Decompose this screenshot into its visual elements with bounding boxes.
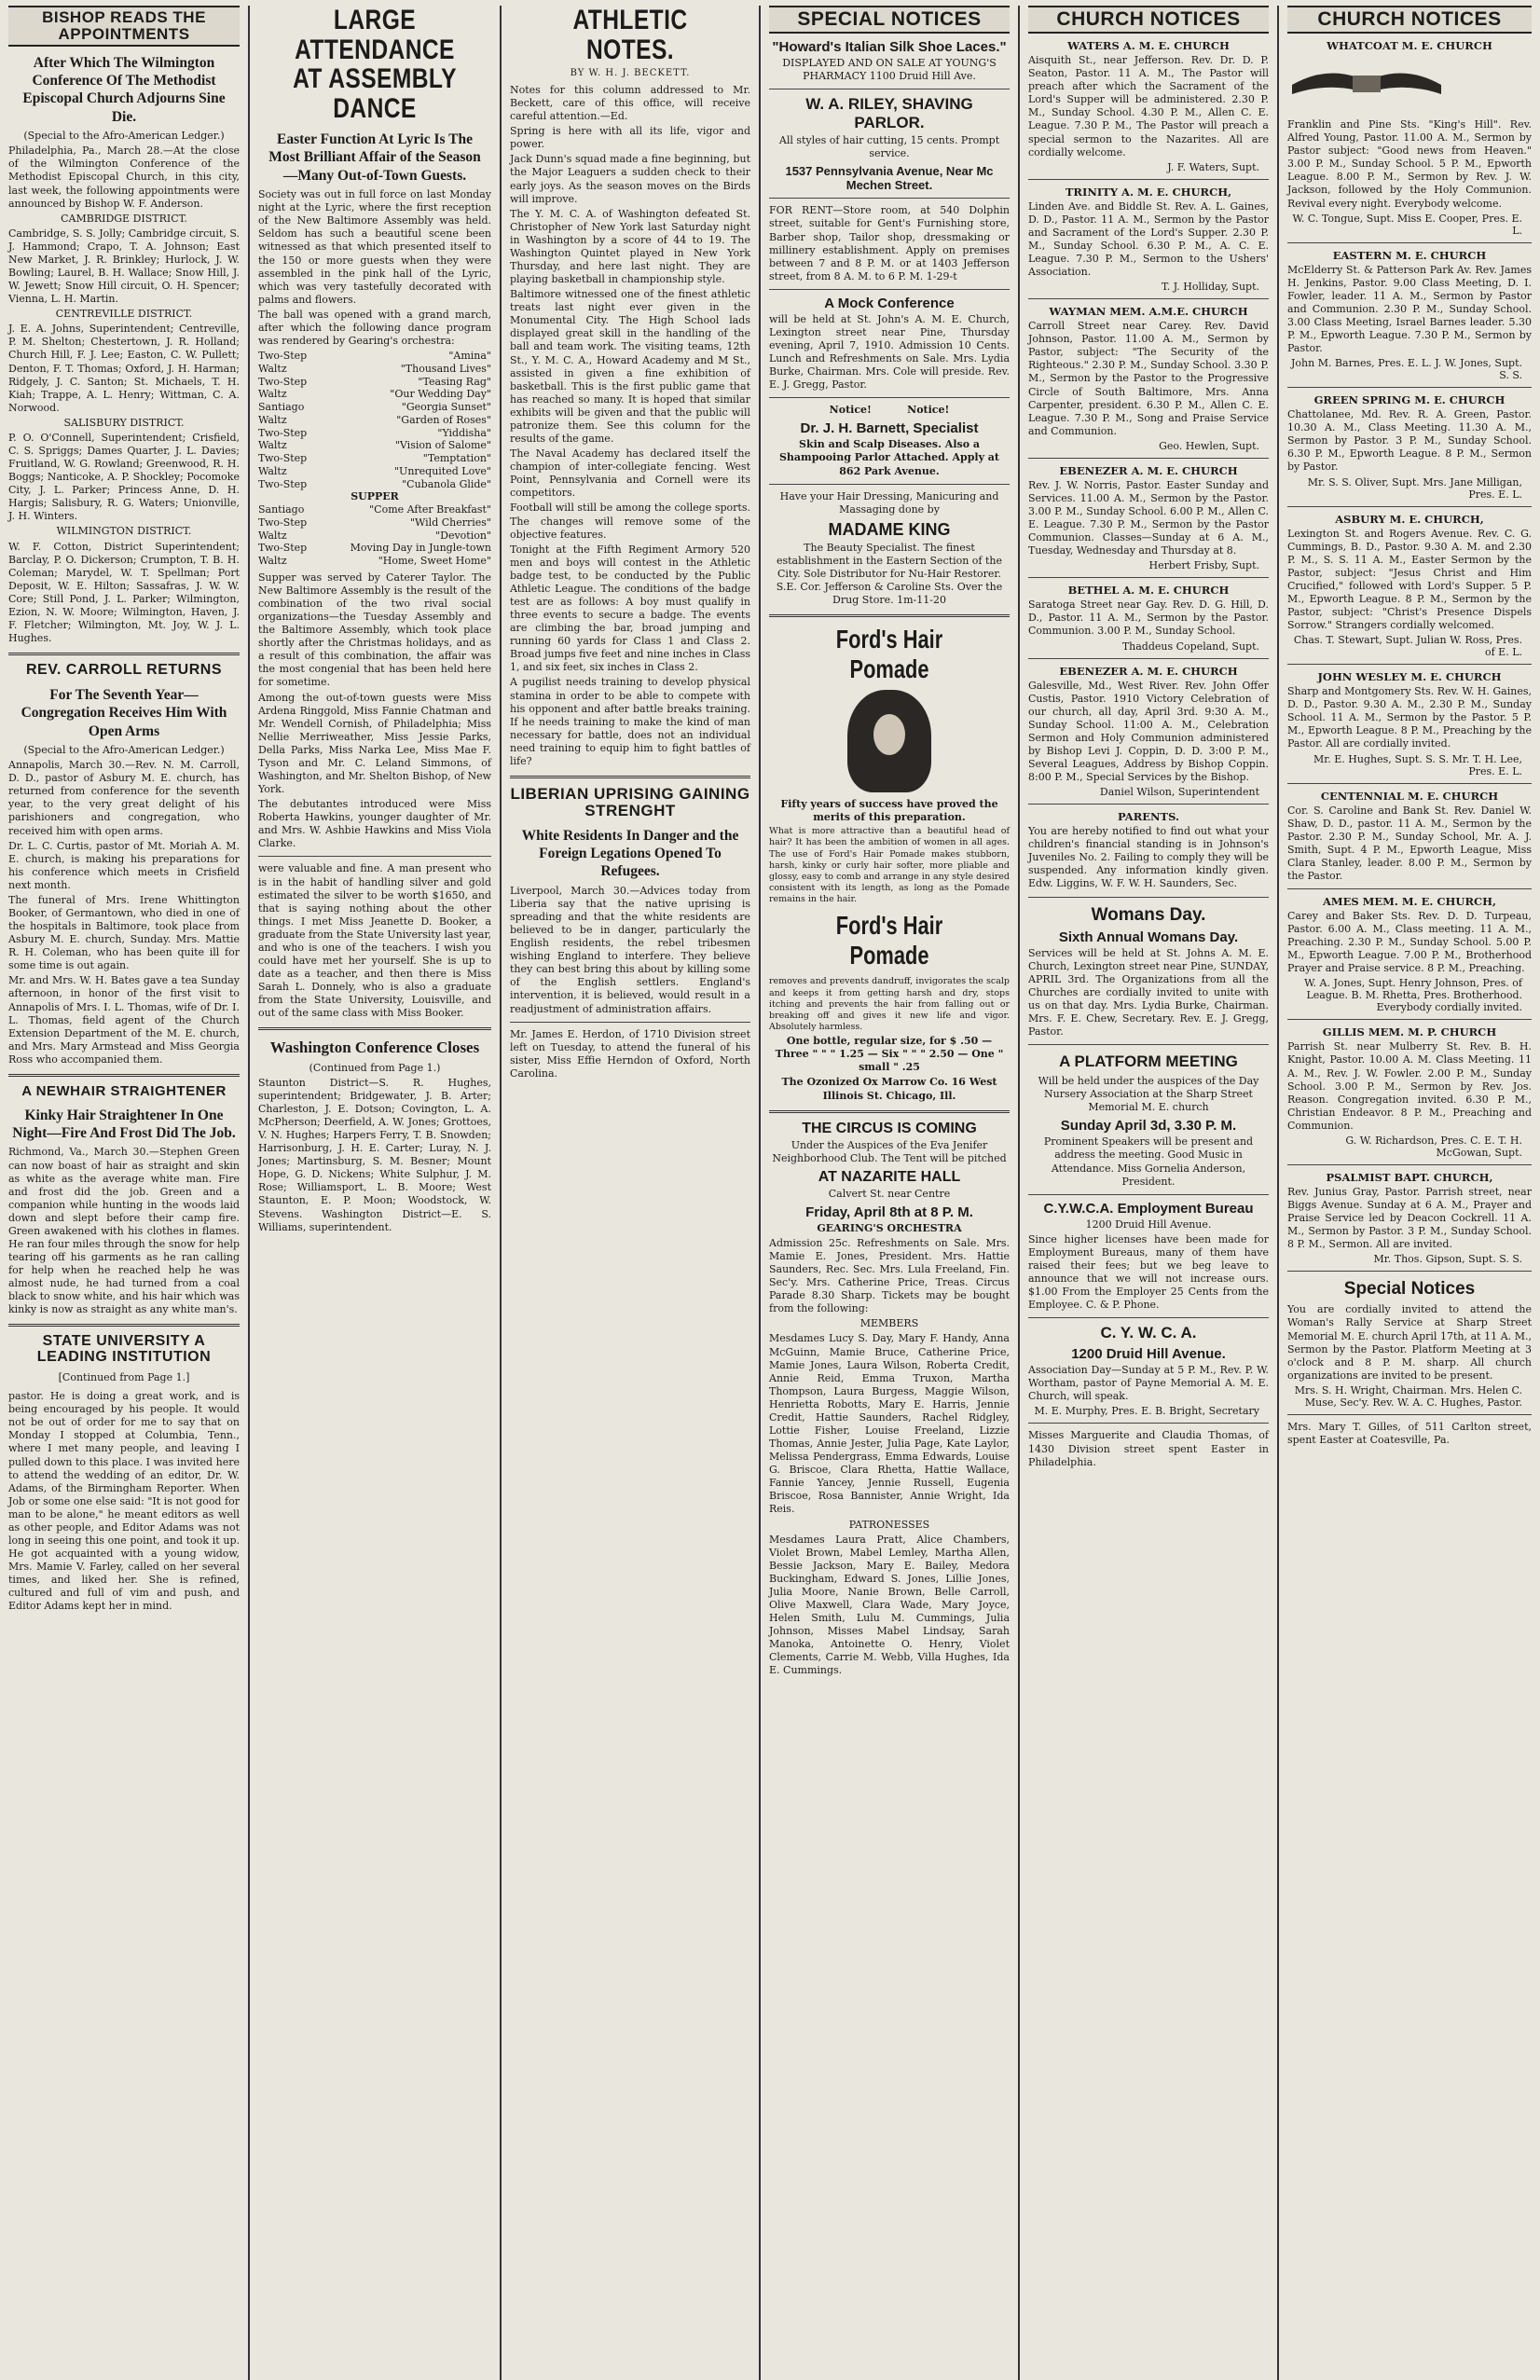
divider bbox=[258, 1027, 491, 1030]
district-heading: CENTREVILLE DISTRICT. bbox=[55, 308, 193, 321]
patronesses-list: Mesdames Laura Pratt, Alice Chambers, Violet Brown, Mabel Lemley, Martha Allen, Bessie Jackson, Mary E. Bailey, Medora Buckingham, Edward S. Jones, Lillie Jones, Julia Moore, Nanie Brown, Belle Carroll, Olive Maxwell, Clara Wade, Mary Joyce, Helen Smith, Lulu M. Cummings, Julia Johnson, Misses Mabel Lindsay, Sarah Manoka, Antoinette O. Henry, Violet Clements, Carrie M. Webb, Villa Hughes, Ida E. Cummings. bbox=[769, 1533, 1010, 1677]
divider bbox=[769, 289, 1010, 290]
dance-type: Two-Step bbox=[258, 350, 308, 363]
district-heading: SALISBURY DISTRICT. bbox=[63, 416, 185, 429]
divider bbox=[1028, 1423, 1269, 1424]
ad-mock-conference-title: A Mock Conference bbox=[824, 295, 955, 311]
paragraph: Misses Marguerite and Claudia Thomas, of 1430 Division street spent Easter in Philadelphia. bbox=[1028, 1429, 1269, 1468]
headline-liberian: LIBERIAN UPRISING GAINING STRENGHT bbox=[510, 784, 750, 819]
church-text: Galesville, Md., West River. Rev. John Offer Custis, Pastor. 1910 Victory Celebration of our church, all day, April 3rd. 9:30 A. M., Sunday School. 11:00 A. M., Celebration Sermon and Holy Communion administered by Bishop Levi J. Coppin, D. D. 3:00 P. M., Several Leagues, Address by Bishop Coppin. 8:00 P. M., Special Services by the Bishop. bbox=[1028, 679, 1269, 784]
church-name: EASTERN M. E. CHURCH bbox=[1332, 248, 1487, 262]
divider bbox=[1287, 1414, 1532, 1415]
dance-type: Two-Step bbox=[258, 542, 308, 555]
headline-athletic: ATHLETIC NOTES. bbox=[572, 6, 688, 65]
subhead-conference: Washington Conference Closes bbox=[269, 1039, 480, 1057]
ad-ford-caption: Fifty years of success have proved the merits of this preparation. bbox=[780, 798, 998, 824]
church-signature: T. J. Holliday, Supt. bbox=[1162, 281, 1259, 294]
divider bbox=[8, 653, 240, 655]
dance-program bbox=[258, 350, 491, 568]
paragraph: Baltimore witnessed one of the finest athletic treats last night ever given in the Monumental City. The High School lads displayed great skill in the handling of the ball and team work. The visiting teams, 12th St., Y. M. C. A., Howard Academy and M St., assisted in given a fine exhibition of basketball. This is the first public game that has reached so many. It is hoped that similar exhibits will be given and that the public will patronize them. See this column for the results of the game. bbox=[510, 288, 750, 446]
church-text: Franklin and Pine Sts. "King's Hill". Rev. Alfred Young, Pastor. 11.00 A. M., Sermon by Pastor subject: "Good news from Heaven." 3.00 P. M., Sunday School. 5 P. M., Epworth League. 8.00 P. M., Sermon by Rev. J. W. Jackson, followed by the Holy Communion. Revival every night. Everybody welcome. bbox=[1287, 118, 1532, 210]
dance-tune: "Wild Cherries" bbox=[409, 516, 491, 529]
paragraph: Football will still be among the college sports. The changes will remove some of the objective features. bbox=[510, 502, 750, 541]
paragraph: Mr. and Mrs. W. H. Bates gave a tea Sunday afternoon, in honor of the first visit to Annapolis of Mrs. I. L. Thomas, wife of Dr. I. L. Thomas, field agent of the Church Extension Department of the M. E. church, and Mrs. Mary Armstead and Miss Georgia Ross who accompanied them. bbox=[8, 974, 240, 1066]
church-signature: Mr. Thos. Gipson, Supt. S. S. bbox=[1373, 1253, 1522, 1266]
womans-day-subheading: Sixth Annual Womans Day. bbox=[1058, 929, 1239, 945]
dance-type: Santiago bbox=[258, 401, 305, 414]
ad-shoe-laces-text: DISPLAYED AND ON SALE AT YOUNG'S PHARMACY 1100 Druid Hill Ave. bbox=[782, 57, 997, 83]
church-signature: Geo. Hewlen, Supt. bbox=[1159, 439, 1259, 452]
paragraph: The Naval Academy has declared itself the champion of inter-collegiate fencing. West Point, Pennsylvania and Cornell were its competitors. bbox=[510, 447, 750, 500]
church-signature: Mr. S. S. Oliver, Supt. Mrs. Jane Milligan, Pres. E. L. bbox=[1307, 475, 1522, 501]
divider bbox=[1028, 179, 1269, 180]
church-signature: Daniel Wilson, Superintendent bbox=[1099, 786, 1259, 799]
church-name: EBENEZER A. M. E. CHURCH bbox=[1059, 664, 1238, 678]
divider bbox=[1287, 242, 1532, 243]
circus-place: AT NAZARITE HALL bbox=[818, 1168, 961, 1185]
church-name: WATERS A. M. E. CHURCH bbox=[1067, 39, 1230, 53]
paragraph: Among the out-of-town guests were Miss Ardena Ringgold, Miss Fannie Chatman and Mr. Wendell Cornish, of Philadelphia; Miss Nellie Merriweather, Miss Jessie Parks, Della Parks, Miss Narka Lee, Miss Mae F. Tyson and Mr. C. Leland Simmons, of Washington, and Mr. Shelton Bishop, of New York. bbox=[258, 691, 491, 796]
divider bbox=[769, 397, 1010, 398]
divider bbox=[1028, 1044, 1269, 1045]
dance-type: Two-Step bbox=[258, 477, 308, 490]
paragraph: Tonight at the Fifth Regiment Armory 520 men and boys will contest in the Athletic badge test, to be conducted by the Public Athletic League. The conditions of the badge test are as follows: A boy must qualify in three events to secure a badge. The events are climbing the bar, broad jumping and running 60 yards for Class 1 and Class 2. Broad jumps five feet and nine inches in Class 1, and six feet, six inches in Class 2. bbox=[510, 543, 750, 674]
patronesses-heading: PATRONESSES bbox=[848, 1518, 930, 1531]
dance-row bbox=[258, 414, 491, 427]
column-2 bbox=[250, 6, 502, 2380]
paragraph: The Y. M. C. A. of Washington defeated St. Christopher of New York last Saturday night in Washington by a score of 44 to 19. The Washington Quintet played in New York Thursday, and here last night. They are playing basketball in championship style. bbox=[510, 207, 750, 286]
circus-text: Under the Auspices of the Eva Jenifer Neighborhood Club. The Tent will be pitched bbox=[772, 1138, 1007, 1164]
ad-mock-conference-text: will be held at St. John's A. M. E. Church, Lexington street near Pine, Thursday evening, April 7, 1910. Admission 10 Cents. Lunch and Refreshments on Sale. Mrs. Lydia Burke, Chairman. Mrs. Cole will preside. Rev. E. J. Gregg, Pastor. bbox=[769, 312, 1010, 392]
ad-notice: Notice! Notice! bbox=[829, 404, 950, 417]
dance-tune: "Thousand Lives" bbox=[400, 362, 491, 375]
paragraph: Mr. James E. Herdon, of 1710 Division street left on Tuesday, to attend the funeral of his sister, Miss Effie Herndon of Oxford, North Carolina. bbox=[510, 1027, 750, 1080]
paragraph: J. E. A. Johns, Superintendent; Centreville, P. M. Shelton; Chestertown, J. R. Holland; Church Hill, F. J. Lee; Easton, C. W. Pullett; Denton, F. T. Thomas; Oxford, J. H. Harman; Ridgely, J. C. Santon; St. Michaels, T. H. Kiah; Trappe, A. L. Henry; Wittman, C. A. Norwood. bbox=[8, 323, 240, 414]
ad-riley-title: W. A. RILEY, SHAVING PARLOR. bbox=[805, 95, 973, 132]
church-name: BETHEL A. M. E. CHURCH bbox=[1067, 584, 1230, 598]
ad-ford-title-2: Ford's Hair Pomade bbox=[835, 911, 943, 970]
dance-type: Santiago bbox=[258, 503, 305, 516]
ad-king-text: The Beauty Specialist. The finest establishment in the Eastern Section of the City. Sole Distributor for Nu-Hair Restorer. S.E. Cor. Jefferson & Caroline Sts. Over the Drug Store. 1m-11-20 bbox=[776, 541, 1003, 607]
paragraph: Supper was served by Caterer Taylor. The New Baltimore Assembly is the result of the combination of the two rival social organizations—the Tuesday Assembly and the Baltimore Assembly, which took place shortly after the Christmas holidays, and as a result of this combination, the affair was the most congenial that has been held here for sometime. bbox=[258, 571, 491, 689]
church-signature: G. W. Richardson, Pres. C. E. T. H. McGowan, Supt. bbox=[1345, 1134, 1522, 1159]
ywca2-heading: C. Y. W. C. A. bbox=[1100, 1324, 1197, 1342]
divider bbox=[1028, 1194, 1269, 1195]
paragraph: Dr. L. C. Curtis, pastor of Mt. Moriah A. M. E. church, is making his preparations for his conference which meets in Crisfield next month. bbox=[8, 839, 240, 891]
dance-tune: "Cubanola Glide" bbox=[402, 477, 491, 490]
paragraph: The debutantes introduced were Miss Roberta Hawkins, younger daughter of Mr. and Mrs. W. Ashbie Hawkins and Miss Viola Clarke. bbox=[258, 798, 491, 850]
ad-king-title: MADAME KING bbox=[828, 519, 951, 539]
paragraph: The ball was opened with a grand march, after which the following dance program was rendered by Gearing's orchestra: bbox=[258, 308, 491, 347]
church-signature: Thaddeus Copeland, Supt. bbox=[1121, 640, 1259, 653]
dance-tune: Moving Day in Jungle-town bbox=[350, 542, 491, 555]
ad-barnett-text: Skin and Scalp Diseases. Also a Shampooing Parlor Attached. Apply at 862 Park Avenue. bbox=[778, 438, 999, 477]
members-list: Mesdames Lucy S. Day, Mary F. Handy, Anna McGuinn, Mamie Bruce, Catherine Price, Mamie Jones, Laura Wilson, Roberta Credit, Annie Reid, Emma Truxon, Martha Thompson, Laura Burgess, Maggie Wilson, Henrietta Robotts, Mary E. Harris, Jennie Credit, Hattie Saunders, Rachel Ridgley, Lottie Fisher, Louise Freeland, Lizzie Thomas, Annie Jester, Julia Page, Kate Laylor, Melissa Pendergrass, Emma Edwards, Louise G. Briscoe, Clara Rhetta, Hattie Wallace, Fannie Yancey, Jennie Russell, Eugenia Briscoe, Rosa Bannister, Annie Wright, Ida Reis. bbox=[769, 1332, 1010, 1516]
paragraph: P. O. O'Connell, Superintendent; Crisfield, C. S. Spriggs; Dames Quarter, J. L. Davies; Fruitland, W. G. Rowland; Greenwood, R. H. Boggs; Nanticoke, A. P. Shockley; Pocomoke City, J. L. Parker; Princess Anne, D. H. Hargis; Salisbury, R. G. Waters; Unionville, J. H. Winters. bbox=[8, 431, 240, 523]
circus-date: Friday, April 8th at 8 P. M. bbox=[805, 1204, 973, 1220]
special-note: (Special to the Afro-American Ledger.) bbox=[23, 744, 225, 757]
divider bbox=[769, 614, 1010, 617]
dance-type: SUPPER bbox=[351, 490, 399, 503]
church-name: EBENEZER A. M. E. CHURCH bbox=[1059, 463, 1238, 477]
dance-tune: "Amina" bbox=[448, 350, 491, 363]
divider bbox=[769, 198, 1010, 199]
dance-type: Waltz bbox=[258, 464, 287, 477]
special-notices-heading: Special Notices bbox=[1343, 1279, 1476, 1300]
church-name: AMES MEM. M. E. CHURCH, bbox=[1322, 895, 1497, 909]
circus-address: Calvert St. near Centre bbox=[828, 1187, 951, 1200]
church-signature: W. A. Jones, Supt. Henry Johnson, Pres. of League. B. M. Rhetta, Pres. Brotherhood. Everybody cordially invited. bbox=[1304, 977, 1522, 1014]
church-text: Saratoga Street near Gay. Rev. D. G. Hill, D. D., Pastor. 11 A. M., Sermon by the Pastor. Communion. 3.00 P. M., Sunday School. bbox=[1028, 598, 1269, 638]
dance-type: Waltz bbox=[258, 439, 287, 452]
ywca2-text: Association Day—Sunday at 5 P. M., Rev. P. W. Wortham, pastor of Payne Memorial A. M. E. Church, will speak. bbox=[1028, 1364, 1269, 1403]
continued-note: (Continued from Page 1.) bbox=[309, 1061, 441, 1074]
ad-riley-address: 1537 Pennsylvania Avenue, Near Mc Mechen Street. bbox=[785, 164, 994, 193]
platform-meeting-heading: A PLATFORM MEETING bbox=[1059, 1052, 1238, 1071]
continued-note: [Continued from Page 1.] bbox=[58, 1371, 190, 1384]
dance-row bbox=[258, 503, 491, 516]
church-name: ASBURY M. E. CHURCH, bbox=[1335, 512, 1484, 526]
church-text: McElderry St. & Patterson Park Av. Rev. James H. Jenkins, Pastor. 9.00 Class Meeting, D. I. Fowler, leader. 11 A. M., Sermon by Pastor and Communion. 2.30 P. M., Sunday School. 3.00 Class Meeting, Israel Barnes leader. 5.30 P. M., Epworth League. 7.30 P. M., Sermon by Pastor. bbox=[1287, 263, 1532, 355]
dance-tune: "Vision of Salome" bbox=[394, 439, 491, 452]
church-text: Cor. S. Caroline and Bank St. Rev. Daniel W. Shaw, D. D., pastor. 11 A. M., Sermon by the Pastor. 2.30 P. M., Sunday School, Mr. A. J. Smith, Supt. 4 P. M., Epworth League, Miss Clara Stanley, leader. 8.00 P. M., Sermon by the Pastor. bbox=[1287, 804, 1532, 882]
ad-ford-prices: One bottle, regular size, for $ .50 — Three " " " 1.25 — Six " " " 2.50 — One " small " .25 bbox=[775, 1035, 1004, 1074]
handshake-icon bbox=[1287, 57, 1446, 107]
headline-church-notices-2: CHURCH NOTICES bbox=[1287, 6, 1532, 34]
church-signature: J. F. Waters, Supt. bbox=[1167, 160, 1259, 173]
church-name: WAYMAN MEM. A.M.E. CHURCH bbox=[1049, 305, 1248, 319]
church-text: Carroll Street near Carey. Rev. David Johnson, Pastor. 11.00 A. M., Sermon by Pastor, subject: "The Security of the Righteous." 2.30 P. M., Sunday School. 3.30 P. M., Sermon by the Pastor to the Progressive Circle of South Baltimore, Mrs. Anna Carpenter, president. 6.30 P. M., Allen C. E. League. 7.30 P. M., Song and Praise Service and Communion. bbox=[1028, 320, 1269, 437]
dance-row bbox=[258, 427, 491, 440]
dance-type: Waltz bbox=[258, 529, 287, 542]
divider bbox=[1028, 897, 1269, 898]
special-notices-text: You are cordially invited to attend the Woman's Rally Service at Sharp Street Memorial M. E. church April 17th, at 11 A. M., Sermon by the Pastor. Platform Meeting at 3 o'clock and 8 P. M. sharp. All church organizations are invited to be present. bbox=[1287, 1303, 1532, 1382]
headline-straightener: A NEWHAIR STRAIGHTENER bbox=[21, 1082, 227, 1099]
dance-tune: "Devotion" bbox=[435, 529, 491, 542]
divider bbox=[1028, 298, 1269, 299]
dance-type: Waltz bbox=[258, 362, 287, 375]
church-signature: John M. Barnes, Pres. E. L. J. W. Jones, Supt. S. S. bbox=[1291, 357, 1522, 382]
paragraph: Liverpool, March 30.—Advices today from Liberia say that the native uprising is spreading and that the white residents are believed to be in danger, particularly the English residents, the rebel tribesmen wishing England to interfere. They believe they can best bring this about by killing some of the English settlers. England's intervention, it is believed, would result in a readjustment of administration affairs. bbox=[510, 884, 750, 1015]
ywca-address: 1200 Druid Hill Avenue. bbox=[1085, 1218, 1212, 1231]
church-text: Lexington St. and Rogers Avenue. Rev. C. G. Cummings, B. D., Pastor. 9.30 A. M. and 2.30 P. M., S. S. 11 A. M., Easter Sermon by the Pastor, subject: "Jesus Christ and Him Crucified," followed with Lord's Supper. 5 P. M., Epworth League. 8 P. M., Sermon by the Pastor, subject: "Christ's Presence Dispels Sorrow." Strangers cordially welcomed. bbox=[1287, 527, 1532, 632]
divider bbox=[510, 776, 750, 778]
dance-row bbox=[258, 376, 491, 389]
paragraph: Cambridge, S. S. Jolly; Cambridge circuit, S. J. Hammond; Crapo, T. A. Johnson; East New Market, J. R. Brinkley; Hurlock, J. W. Bowling; Laurel, B. H. Wallace; Snow Hill, J. W. Jewett; Snow Hill circuit, O. H. Spencer; Vienna, L. H. Martin. bbox=[8, 227, 240, 306]
church-text: Linden Ave. and Biddle St. Rev. A. L. Gaines, D. D., Pastor. 11 A. M., Sermon by the Pastor and Sacrament of the Lord's Supper. 2.30 P. M., Sunday School. 6.30 P. M., A. C. E. League. 7.30 P. M., Sermon to the Ushers' Association. bbox=[1028, 199, 1269, 279]
subhead-bishop: After Which The Wilmington Conference Of The Methodist Episcopal Church Adjourns Sine Die. bbox=[22, 54, 226, 125]
platform-meeting-date: Sunday April 3d, 3.30 P. M. bbox=[1060, 1118, 1237, 1135]
divider bbox=[258, 856, 491, 857]
special-note: (Special to the Afro-American Ledger.) bbox=[23, 130, 225, 143]
dance-type: Waltz bbox=[258, 413, 287, 426]
divider bbox=[1028, 804, 1269, 805]
subhead-straightener: Kinky Hair Straightener In One Night—Fire And Frost Did The Job. bbox=[12, 1107, 236, 1142]
byline: BY W. H. J. BECKETT. bbox=[570, 68, 691, 78]
church-text: Aisquith St., near Jefferson. Rev. Dr. D. P. Seaton, Pastor. 11 A. M., The Pastor will preach after which the Sacrament of the Lord's Supper will be administered. 2.30 P. M., Sunday School. 4.30 P. M., Allen C. E. League. 7.30 P. M., The Pastor will preach a special sermon to the Nazarites. All are cordially welcome. bbox=[1028, 54, 1269, 158]
paragraph: Annapolis, March 30.—Rev. N. M. Carroll, D. D., pastor of Asbury M. E. church, has returned from conference for the seventh year, to the very great delight of his parishioners and congregation, who received him with open arms. bbox=[8, 759, 240, 837]
dance-tune: "Unrequited Love" bbox=[393, 464, 491, 477]
ad-ozonized: The Ozonized Ox Marrow Co. 16 West Illinois St. Chicago, Ill. bbox=[781, 1076, 997, 1102]
womans-day-text: Services will be held at St. Johns A. M. E. Church, Lexington street near Pine, SUNDAY, APRIL 3rd. The Organizations from all the Churches are cordially invited to unite with us on that day. Mrs. Lydia Burke, Chairman. Mrs. F. E. Chew, Secretary. Rev. E. J. Gregg, Pastor. bbox=[1028, 946, 1269, 1039]
paragraph: Notes for this column addressed to Mr. Beckett, care of this office, will receive careful attention.—Ed. bbox=[510, 84, 750, 123]
special-notices-signature: Mrs. S. H. Wright, Chairman. Mrs. Helen C. Muse, Sec'y. Rev. W. A. C. Hughes, Pastor. bbox=[1294, 1383, 1522, 1409]
church-signature: W. C. Tongue, Supt. Miss E. Cooper, Pres. E. L. bbox=[1292, 212, 1522, 237]
paragraph: Staunton District—S. R. Hughes, superintendent; Bridgewater, J. B. Arter; Charleston, J. E. Dotson; Covington, L. A. McPherson; Deerfield, A. W. Jones; Grottoes, V. N. Hughes; Harpers Ferry, T. B. Snowden; Harrisonburg, J. H. E. Carter; Luray, N. J. Jones; Martinsburg, S. M. Besner; Mount Hope, G. D. Nickens; White Sulphur, J. M. Rose; Williamsport, L. B. Moore; West Staunton, E. P. Moon; Woodstock, W. Stevens. Washington District—E. S. Williams, superintendent. bbox=[258, 1076, 491, 1233]
dance-tune: "Come After Breakfast" bbox=[369, 503, 491, 516]
subhead-assembly: Easter Function At Lyric Is The Most Brilliant Affair of the Season—Many Out-of-Town Guests. bbox=[268, 131, 481, 184]
ad-barnett-title: Dr. J. H. Barnett, Specialist bbox=[800, 420, 979, 437]
district-heading: CAMBRIDGE DISTRICT. bbox=[61, 212, 187, 225]
divider bbox=[1287, 387, 1532, 388]
church-name: TRINITY A. M. E. CHURCH, bbox=[1065, 185, 1232, 199]
dance-row bbox=[258, 401, 491, 414]
divider bbox=[769, 484, 1010, 485]
divider bbox=[8, 1324, 240, 1327]
dance-tune: "Yiddisha" bbox=[437, 426, 491, 439]
church-name: JOHN WESLEY M. E. CHURCH bbox=[1317, 670, 1502, 684]
church-name: WHATCOAT M. E. CHURCH bbox=[1327, 39, 1492, 53]
portrait-image bbox=[847, 690, 931, 792]
dance-row bbox=[258, 465, 491, 478]
headline-special-notices: SPECIAL NOTICES bbox=[769, 6, 1010, 34]
members-heading: MEMBERS bbox=[859, 1317, 919, 1330]
ad-ford-text-2: removes and prevents dandruff, invigorates the scalp and keeps it from getting harsh and dry, stops itching and prevents the hair from falling out or breaking off and gives it new life and vigor. Absolutely harmless. bbox=[769, 976, 1010, 1033]
paragraph: W. F. Cotton, District Superintendent; Barclay, P. O. Dickerson; Crumpton, T. B. H. Coleman; Marydel, W. T. Spellman; Port Deposit, W. E. Hilton; Sassafras, J. W. W. Core; Still Pond, J. L. Parker; Wilmington, Ezion, N. W. Moore; Wilmington, Haven, J. F. Fletcher; Wilmington, Mt. Joy, W. J. L. Hughes. bbox=[8, 540, 240, 645]
platform-meeting-text-2: Prominent Speakers will be present and address the meeting. Good Music in Attendance. Miss Gornelia Anderson, President. bbox=[1043, 1135, 1254, 1188]
church-signature: Mr. E. Hughes, Supt. S. S. Mr. T. H. Lee, Pres. E. L. bbox=[1313, 752, 1522, 777]
paragraph: Richmond, Va., March 30.—Stephen Green can now boast of hair as straight and skin as white as the average white man. Fire and frost did the job. Green and a companion while hunting in the woods laid down and slept before their camp fire. Green awakened with his clothes in flames. He ran four miles through the snow for help tearing off his garments as he ran calling for help when he reached help he was almost nude, he had turned from a coal black to snow white, and his hair which was kinky is now as straight as any white man's. bbox=[8, 1146, 240, 1316]
womans-day-heading: Womans Day. bbox=[1091, 904, 1206, 925]
dance-type: Two-Step bbox=[258, 516, 308, 529]
paragraph: Mrs. Mary T. Gilles, of 511 Carlton street, spent Easter at Coatesville, Pa. bbox=[1287, 1420, 1532, 1446]
parents-text: You are hereby notified to find out what your children's financial standing is in Johnson's Juveniles No. 2. Failing to comply they will be suspended. Any information kindly given. Edw. Liggins, W. F. W. H. Saunders, Sec. bbox=[1028, 825, 1269, 890]
column-1 bbox=[0, 6, 250, 2380]
dance-row bbox=[258, 490, 491, 503]
ad-ford-title: Ford's Hair Pomade bbox=[835, 625, 943, 684]
ad-for-rent: FOR RENT—Store room, at 540 Dolphin street, suitable for Gent's Furnishing store, Barber shop, Tailor shop, dressmaking or millinery establishment. Apply on premises between 7 and 8 P. M. or at 1403 Jefferson street, from 8 A. M. to 6 P. M. 1-29-t bbox=[769, 204, 1010, 282]
dance-tune: "Teasing Rag" bbox=[418, 375, 491, 388]
dance-tune: "Home, Sweet Home" bbox=[378, 555, 491, 568]
ad-shoe-laces-title: "Howard's Italian Silk Shoe Laces." bbox=[772, 39, 1007, 56]
dance-row bbox=[258, 452, 491, 465]
dance-row bbox=[258, 439, 491, 452]
dance-type: Waltz bbox=[258, 555, 287, 568]
church-text: Rev. Junius Gray, Pastor. Parrish street, near Biggs Avenue. Sunday at 6 A. M., Prayer and Praise Service led by Deacon Cockrell. 11 A. M., Sermon by Pastor. 3 P. M., Sunday School. 8 P. M., Sermon. All are invited. bbox=[1287, 1185, 1532, 1251]
church-text: Sharp and Montgomery Sts. Rev. W. H. Gaines, D. D., Pastor. 9.30 A. M., 2.30 P. M., Sunday School. 11 A. M., Sermon by the Pastor. 5 P. M., Epworth League. 8 P. M., Preaching by the Pastor. All are cordially invited. bbox=[1287, 685, 1532, 750]
dance-row bbox=[258, 350, 491, 363]
divider bbox=[1287, 1164, 1532, 1165]
church-name: PSALMIST BAPT. CHURCH, bbox=[1326, 1170, 1493, 1184]
divider bbox=[8, 1074, 240, 1077]
dance-row bbox=[258, 478, 491, 491]
headline-bishop: BISHOP READS THE APPOINTMENTS bbox=[8, 6, 240, 47]
divider bbox=[1287, 506, 1532, 507]
divider bbox=[1287, 783, 1532, 784]
platform-meeting-text: Will be held under the auspices of the Day Nursery Association at the Sharp Street Memorial M. E. church bbox=[1038, 1075, 1259, 1114]
paragraph: A pugilist needs training to develop physical stamina in order to be able to compete with his opponent and after battle breaks training. If he needs training to make the kind of man necessary for battle, does not an individual need training to equip him to fight battles of life? bbox=[510, 676, 750, 767]
divider bbox=[1287, 1271, 1532, 1272]
dance-type: Waltz bbox=[258, 388, 287, 401]
headline-assembly: LARGE ATTENDANCE AT ASSEMBLY DANCE bbox=[293, 6, 457, 124]
church-name: GILLIS MEM. M. P. CHURCH bbox=[1322, 1025, 1497, 1039]
church-text: Rev. J. W. Norris, Pastor. Easter Sunday and Services. 11.00 A. M., Sermon by the Pastor. 3.00 P. M., Sunday School. 6.00 P. M., Allen C. E. League. 7.30 P. M., Sermon by the Pastor Communion. Classes—Sunday at 6 A. M., Tuesday, Wednesday and Thursday at 8. bbox=[1028, 478, 1269, 557]
dance-row bbox=[258, 363, 491, 376]
column-6 bbox=[1279, 6, 1540, 2380]
divider bbox=[1028, 1317, 1269, 1318]
circus-title: THE CIRCUS IS COMING bbox=[802, 1120, 977, 1136]
divider bbox=[1287, 888, 1532, 889]
dance-row bbox=[258, 555, 491, 568]
divider bbox=[1287, 1019, 1532, 1020]
dance-tune: "Temptation" bbox=[422, 452, 491, 465]
divider bbox=[510, 1022, 750, 1023]
parents-heading: PARENTS. bbox=[1117, 810, 1180, 824]
paragraph: Society was out in full force on last Monday night at the Lyric, where the first reception of the New Baltimore Assembly was held. Seldom has such a beautiful scene been witnessed as that which presented itself to the 150 or more guests when they were assembled in the pink hall of the Lyric, which was very tastefully decorated with palms and flowers. bbox=[258, 188, 491, 306]
column-4 bbox=[761, 6, 1020, 2380]
dance-row bbox=[258, 530, 491, 543]
ad-king-intro: Have your Hair Dressing, Manicuring and Massaging done by bbox=[779, 489, 999, 516]
circus-text-2: Admission 25c. Refreshments on Sale. Mrs. Mamie E. Jones, President. Mrs. Hattie Saunders, Rec. Sec. Mrs. Lula Freeland, Fin. Sec'y. Mrs. Catherine Price, Treas. Circus Parade 8.30 Sharp. Tickets may be bought from the following: bbox=[769, 1236, 1010, 1315]
ad-ford-text: What is more attractive than a beautiful head of hair? It has been the ambition of women in all ages. The use of Ford's Hair Pomade makes stubborn, harsh, kinky or curly hair softer, more pliable and glossy, easy to comb and arrange in any style desired consistent with its length, as long as the Pomade remains in the hair. bbox=[769, 826, 1010, 905]
divider bbox=[1287, 664, 1532, 665]
paragraph: Jack Dunn's squad made a fine beginning, but the Major Leaguers a sudden check to their early joys. As the season moves on the Birds will improve. bbox=[510, 153, 750, 205]
headline-church-notices: CHURCH NOTICES bbox=[1028, 6, 1269, 34]
dance-tune: "Garden of Roses" bbox=[396, 413, 491, 426]
headline-carroll: REV. CARROLL RETURNS bbox=[25, 662, 223, 679]
ywca2-signature: M. E. Murphy, Pres. E. B. Bright, Secretary bbox=[1034, 1405, 1259, 1418]
subhead-carroll: For The Seventh Year—Congregation Receives Him With Open Arms bbox=[21, 686, 227, 739]
subhead-liberian: White Residents In Danger and the Foreign Legations Opened To Refugees. bbox=[521, 827, 739, 880]
divider bbox=[1028, 458, 1269, 459]
church-signature: Chas. T. Stewart, Supt. Julian W. Ross, Pres. of E. L. bbox=[1293, 634, 1522, 659]
dance-row bbox=[258, 542, 491, 555]
dance-type: Two-Step bbox=[258, 452, 308, 465]
paragraph: pastor. He is doing a great work, and is being encouraged by his people. It would not be out of order for me to say that on Monday I stopped at Columbia, Tenn., where I met many people, and leaving I pulled down to this place. I was invited here to attend the wedding of an editor, Dr. W. Adams, of the Birmingham Reporter. When Job or some one else said: "It is not good for man to be alone," he meant editors as well as other people, and Editor Adams was not long in seeing this one point, and took it up. He got acquainted with a young widow, Mrs. Mamie V. Farley, called on her several times, and liked her. She is refined, cultured and full of vim and push, and Editor Adams kept her in mind. bbox=[8, 1390, 240, 1613]
headline-university: STATE UNIVERSITY A LEADING INSTITUTION bbox=[36, 1333, 212, 1366]
dance-tune: "Georgia Sunset" bbox=[401, 401, 491, 414]
divider bbox=[769, 1110, 1010, 1113]
paragraph: Philadelphia, Pa., March 28.—At the close of the Wilmington Conference of the Methodist Episcopal Church, in this city, last week, the following appointments were announced by Bishop W. F. Anderson. bbox=[8, 144, 240, 210]
ywca2-address: 1200 Druid Hill Avenue. bbox=[1071, 1346, 1226, 1363]
ywca-heading: C.Y.W.C.A. Employment Bureau bbox=[1043, 1200, 1254, 1217]
column-5 bbox=[1020, 6, 1279, 2380]
church-name: CENTENNIAL M. E. CHURCH bbox=[1320, 789, 1499, 803]
church-text: Parrish St. near Mulberry St. Rev. B. H. Knight, Pastor. 10.00 A. M. Class Meeting. 11 A. M., Rev. J. W. Fowler. 2.00 P. M., Sunday School. 3.00 P. M., Sermon by Rev. Jos. Reason. Congregation invited. 6.30 P. M., Christian Endeavor. 8 P. M., Preaching and Communion. bbox=[1287, 1040, 1532, 1132]
paragraph: Spring is here with all its life, vigor and power. bbox=[510, 125, 750, 151]
church-text: Chattolanee, Md. Rev. R. A. Green, Pastor. 10.30 A. M., Class Meeting. 11.30 A. M., Sermon by Pastor. 3 P. M., Sunday School. 6.30 P. M., Epworth League. 8 P. M., Sermon by Pastor. bbox=[1287, 408, 1532, 474]
ywca-text: Since higher licenses have been made for Employment Bureaus, many of them have raised their fees; but we beg leave to announce that we will not increase ours. $1.00 From the Employer 25 Cents from the Employee. C. & P. Phone. bbox=[1028, 1232, 1269, 1312]
district-heading: WILMINGTON DISTRICT. bbox=[56, 525, 192, 538]
church-name: GREEN SPRING M. E. CHURCH bbox=[1313, 393, 1506, 407]
dance-tune: "Our Wedding Day" bbox=[390, 388, 491, 401]
divider bbox=[1028, 658, 1269, 659]
ad-riley-text: All styles of hair cutting, 15 cents. Prompt service. bbox=[778, 134, 1000, 160]
dance-type: Two-Step bbox=[258, 426, 308, 439]
dance-row bbox=[258, 516, 491, 530]
dance-row bbox=[258, 388, 491, 401]
dance-type: Two-Step bbox=[258, 375, 308, 388]
paragraph: The funeral of Mrs. Irene Whittington Booker, of Germantown, who died in one of the hospitals in Baltimore, took place from Asbury M. E. church, Sunday. Mrs. Mattie R. H. Coleman, who has been quite ill for some time is out again. bbox=[8, 893, 240, 972]
church-signature: Herbert Frisby, Supt. bbox=[1148, 559, 1259, 572]
paragraph: were valuable and fine. A man present who is in the habit of handling silver and gold estimated the silver to be worth $1650, and that is saying nothing about the other things. I met Miss Jeanette D. Booker, a graduate from the State University last year, and who is one of the teachers. I wish you could have met her yourself. She is up to date as a teacher, and then there is Miss Sarah L. Donnely, who is also a graduate from the State University, Louisville, and out of the same class with Miss Booker. bbox=[258, 862, 491, 1020]
circus-orchestra: GEARING'S ORCHESTRA bbox=[817, 1221, 962, 1234]
church-text: Carey and Baker Sts. Rev. D. D. Turpeau, Pastor. 6.00 A. M., Class meeting. 11 A. M., Preaching. 2.30 P. M., Sunday School. 5.00 P. M., Epworth League. 7.00 P. M., Brotherhood Prayer and Praise service. 8 P. M., Preaching. bbox=[1287, 910, 1532, 975]
divider bbox=[1028, 577, 1269, 578]
column-3 bbox=[502, 6, 761, 2380]
